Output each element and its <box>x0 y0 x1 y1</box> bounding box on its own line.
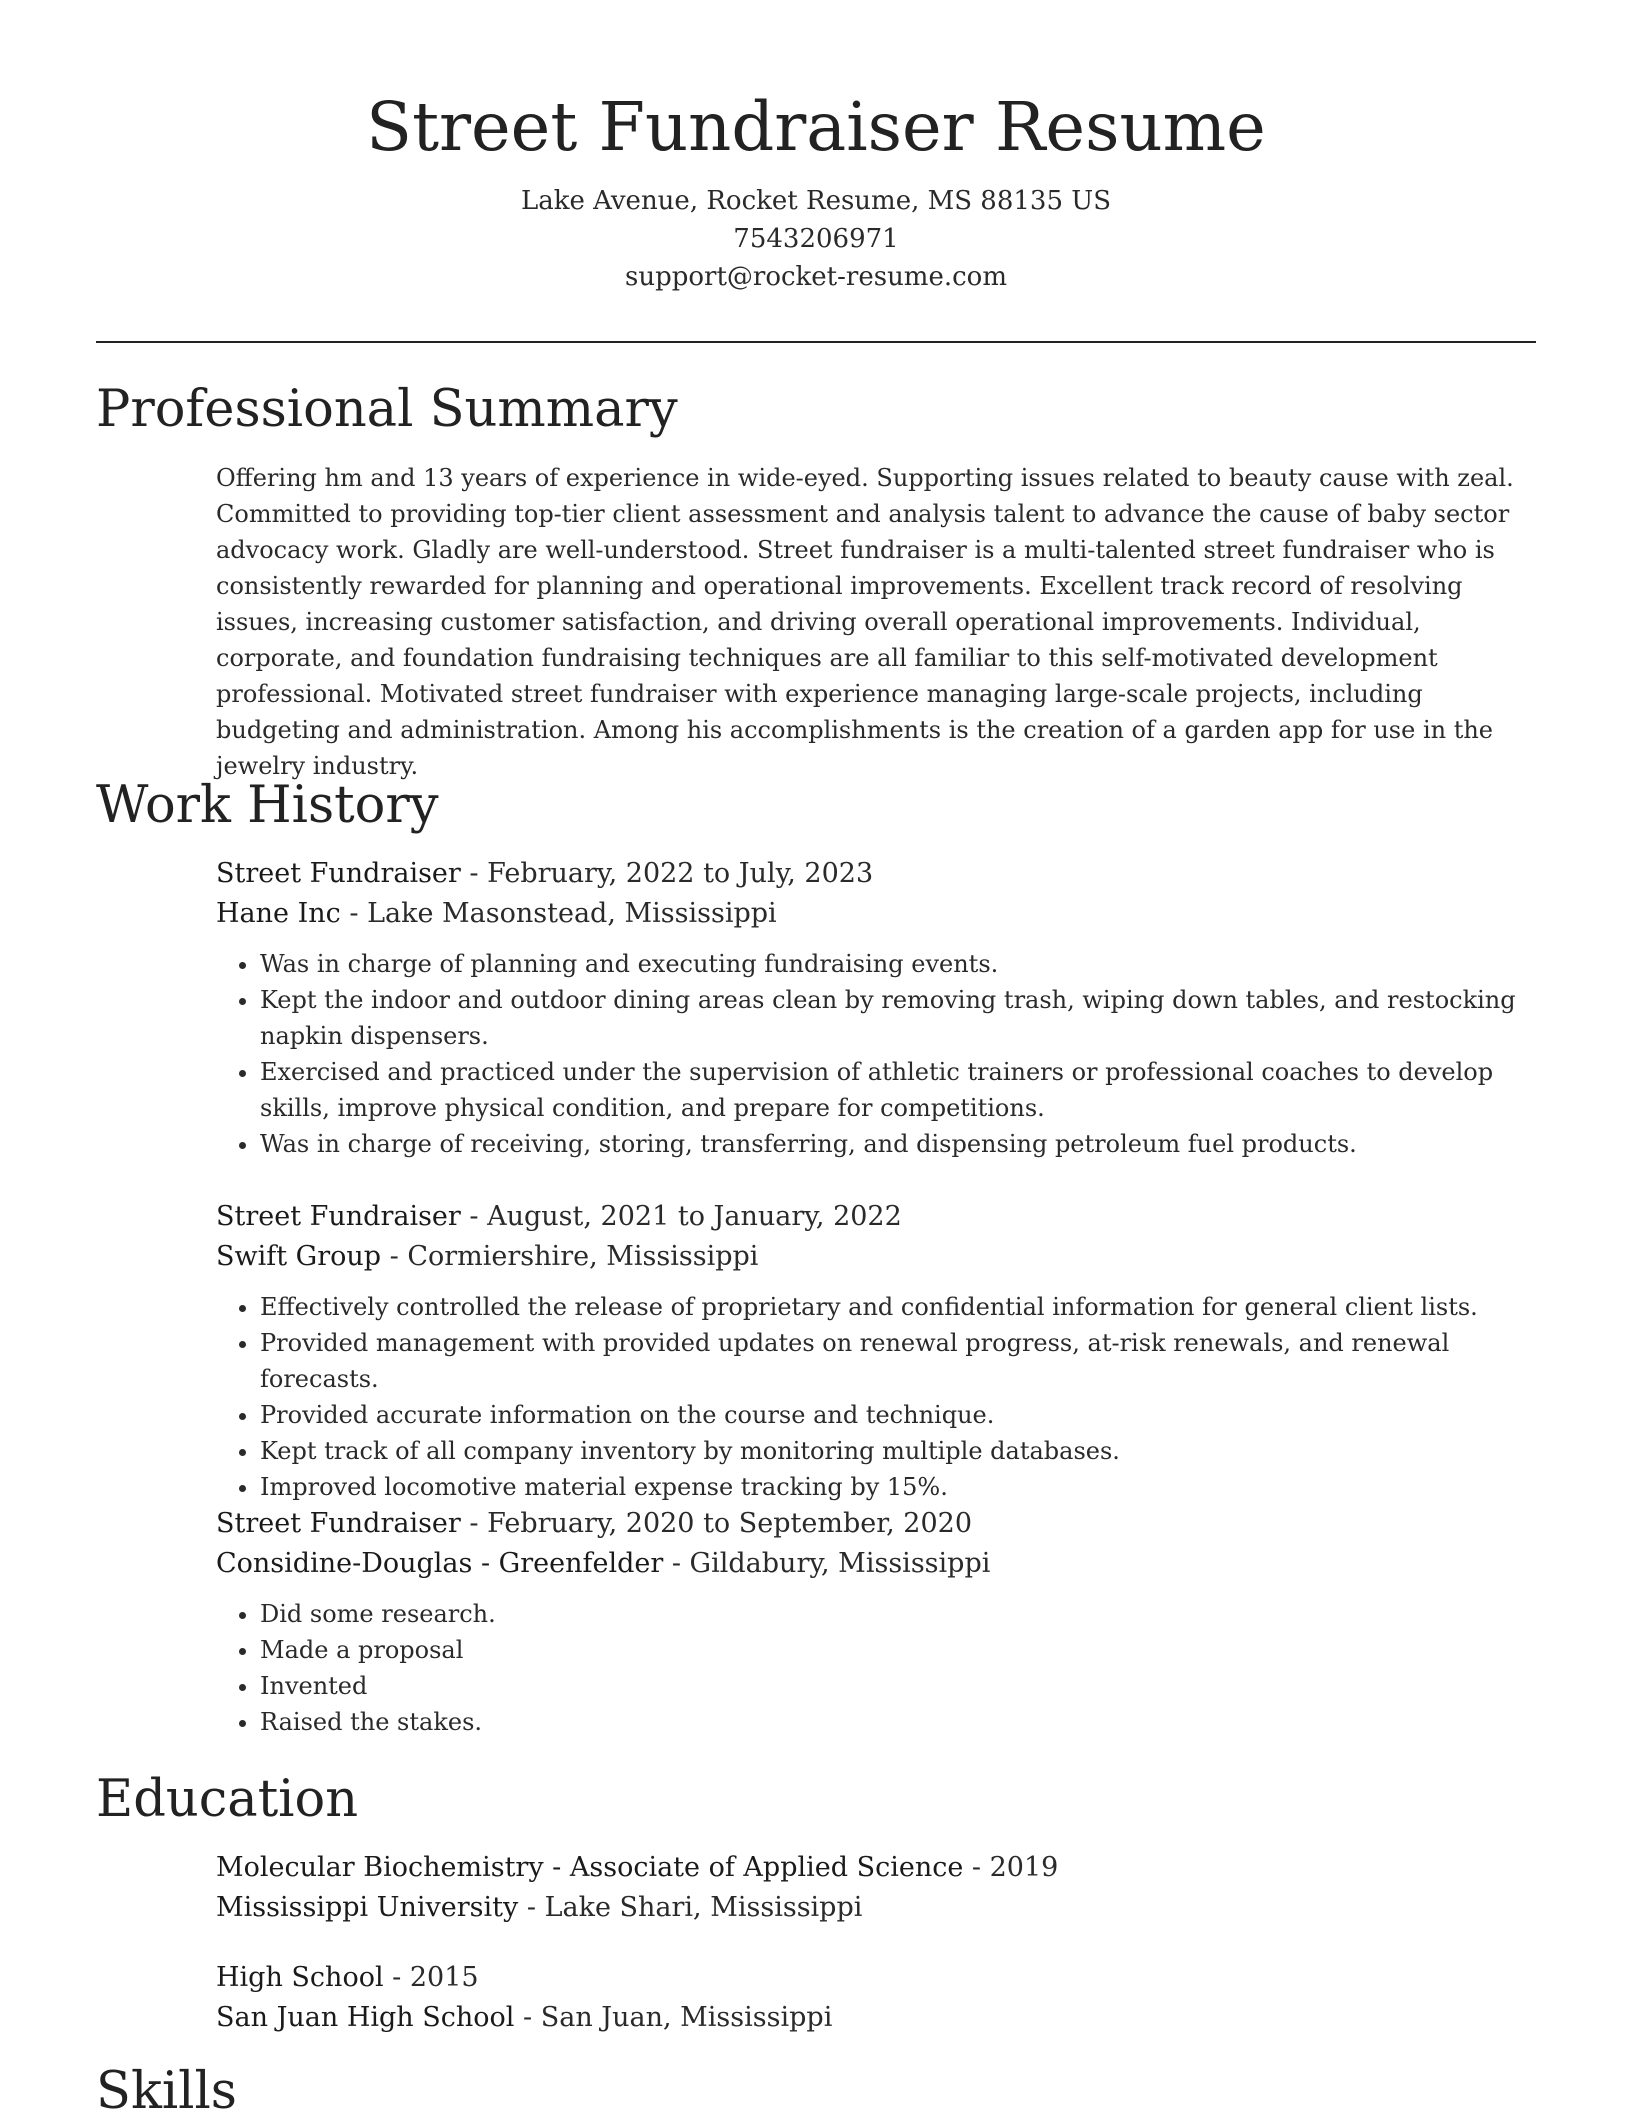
education-school-line <box>216 1888 1538 1928</box>
contact-email: support@rocket-resume.com <box>624 262 1007 292</box>
job-title-line <box>216 1504 1538 1544</box>
job-company-line <box>216 1237 1538 1277</box>
education-degree-line <box>216 1958 1538 1998</box>
list-item: • Was in charge of planning and executing fundraising events. <box>260 946 1538 982</box>
job-title: Street Fundraiser <box>216 1201 461 1232</box>
education-degree-line <box>216 1848 1538 1888</box>
education-entry <box>216 1958 1538 2038</box>
job-location: - Cormiershire, Mississippi <box>381 1241 759 1272</box>
summary-section <box>216 460 1538 784</box>
contact-block <box>0 182 1632 296</box>
list-item: • Effectively controlled the release of proprietary and confidential information for general client lists. <box>260 1289 1538 1325</box>
list-item: • Improved locomotive material expense tracking by 15%. <box>260 1469 1538 1505</box>
list-item: • Provided accurate information on the course and technique. <box>260 1397 1538 1433</box>
page-title: Street Fundraiser Resume <box>366 88 1266 166</box>
education-degree: High School <box>216 1962 384 1993</box>
education-year: - 2015 <box>383 1962 479 1993</box>
list-item: • Provided management with provided updates on renewal progress, at-risk renewals, and renewal forecasts. <box>260 1325 1538 1397</box>
list-item: • Did some research. <box>260 1596 1538 1632</box>
skills-heading: Skills <box>96 2062 237 2121</box>
summary-heading: Professional Summary <box>96 380 678 439</box>
work-history-heading: Work History <box>96 776 439 835</box>
education-location: - San Juan, Mississippi <box>514 2002 833 2033</box>
education-entry <box>216 1848 1538 1928</box>
education-degree: Molecular Biochemistry - Associate of Applied Science <box>216 1852 964 1883</box>
job-bullets <box>216 946 1538 1162</box>
job-dates: - February, 2022 to July, 2023 <box>460 858 874 889</box>
resume-header <box>0 82 1632 296</box>
job-company-line <box>216 1544 1538 1584</box>
job-entry <box>216 1197 1538 1505</box>
job-bullets <box>216 1596 1538 1740</box>
job-location: - Lake Masonstead, Mississippi <box>340 898 777 929</box>
contact-address: Lake Avenue, Rocket Resume, MS 88135 US <box>520 186 1112 216</box>
job-title: Street Fundraiser <box>216 1508 461 1539</box>
education-school: San Juan High School <box>216 2002 515 2033</box>
job-title-line <box>216 854 1538 894</box>
summary-text: Offering hm and 13 years of experience in wide-eyed. Supporting issues related to beauty cause with zeal. Committed to providing top-tier client assessment and analysis talent to advance the cause of baby sector advocacy work. Gladly are well-understood. Street fundraiser is a multi-talented street fundraiser who is consistently rewarded for planning and operational improvements. Excellent track record of resolving issues, increasing customer satisfaction, and driving overall operational improvements. Individual, corporate, and foundation fundraising techniques are all familiar to this self-motivated development professional. Motivated street fundraiser with experience managing large-scale projects, including budgeting and administration. Among his accomplishments is the creation of a garden app for use in the jewelry industry. <box>216 464 1514 780</box>
education-school: Mississippi University <box>216 1892 519 1923</box>
job-company: Hane Inc <box>216 898 341 929</box>
job-entry <box>216 1504 1538 1740</box>
job-title: Street Fundraiser <box>216 858 461 889</box>
list-item: • Exercised and practiced under the supervision of athletic trainers or professional coaches to develop skills, improve physical condition, and prepare for competitions. <box>260 1054 1538 1126</box>
job-bullets <box>216 1289 1538 1505</box>
job-entry <box>216 854 1538 1162</box>
job-title-line <box>216 1197 1538 1237</box>
job-company: Swift Group <box>216 1241 382 1272</box>
job-company-line <box>216 894 1538 934</box>
education-location: - Lake Shari, Mississippi <box>518 1892 863 1923</box>
job-dates: - August, 2021 to January, 2022 <box>460 1201 902 1232</box>
list-item: • Made a proposal <box>260 1632 1538 1668</box>
list-item: • Invented <box>260 1668 1538 1704</box>
list-item: • Raised the stakes. <box>260 1704 1538 1740</box>
list-item: • Kept the indoor and outdoor dining areas clean by removing trash, wiping down tables, and restocking napkin dispensers. <box>260 982 1538 1054</box>
job-dates: - February, 2020 to September, 2020 <box>460 1508 973 1539</box>
list-item: • Kept track of all company inventory by monitoring multiple databases. <box>260 1433 1538 1469</box>
contact-phone: 7543206971 <box>733 224 899 254</box>
education-heading: Education <box>96 1770 359 1829</box>
education-school-line <box>216 1998 1538 2038</box>
education-year: - 2019 <box>963 1852 1059 1883</box>
header-divider <box>96 341 1536 343</box>
job-company: Considine-Douglas - Greenfelder <box>216 1548 664 1579</box>
list-item: • Was in charge of receiving, storing, transferring, and dispensing petroleum fuel products. <box>260 1126 1538 1162</box>
job-location: - Gildabury, Mississippi <box>663 1548 991 1579</box>
